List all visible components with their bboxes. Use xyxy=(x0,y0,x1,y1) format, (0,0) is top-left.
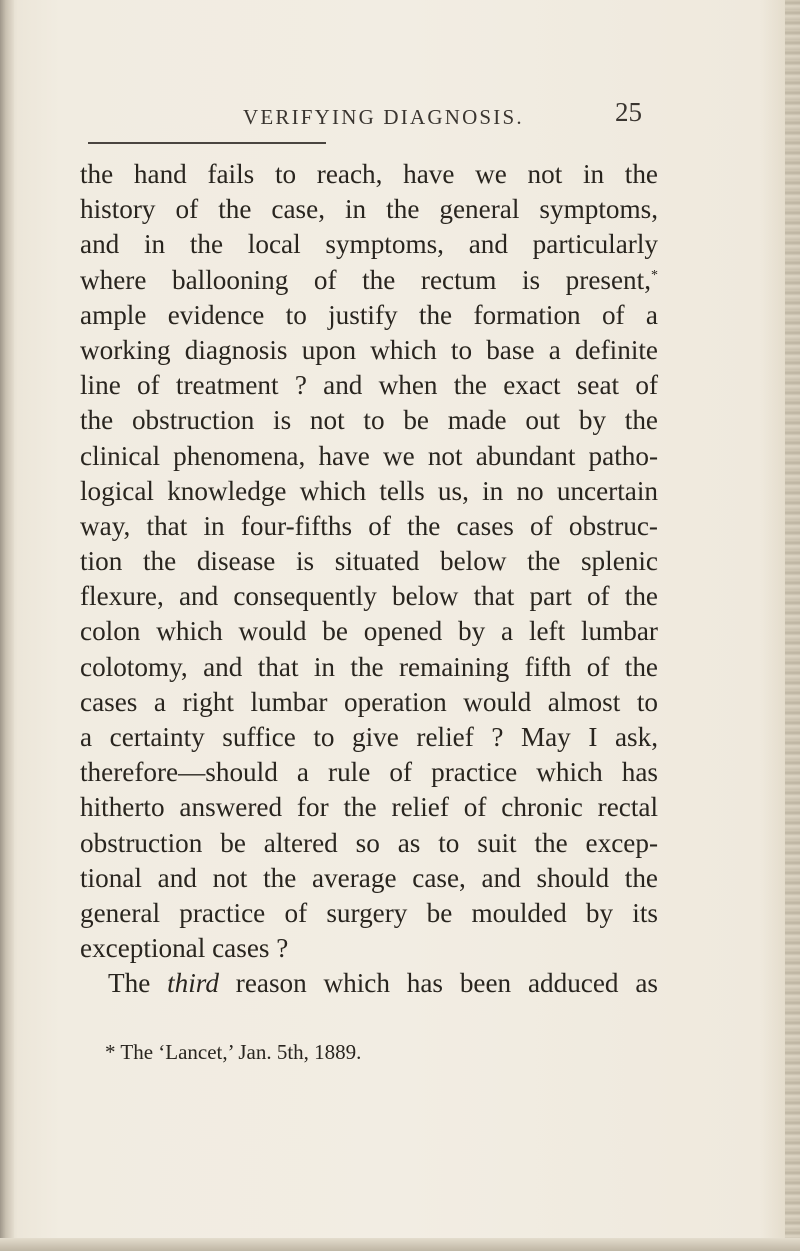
text-line-2: history of the case, in the general symptoms, xyxy=(80,194,658,225)
text-line-15: colotomy, and that in the remaining fifth of the xyxy=(80,651,658,682)
page-number: 25 xyxy=(615,97,642,127)
header-rule xyxy=(88,142,326,144)
text-line-3: and in the local symptoms, and particularly xyxy=(80,229,658,260)
footnote-marker: * xyxy=(105,1040,116,1064)
page-bottom-edge xyxy=(0,1238,800,1251)
page-fore-edge xyxy=(785,0,800,1251)
footnote xyxy=(105,1040,361,1065)
page-gutter-shadow xyxy=(0,0,14,1251)
body-text xyxy=(80,157,658,1002)
text-line-24 xyxy=(80,966,658,1001)
text-line-9: clinical phenomena, have we not abundant patho- xyxy=(80,440,658,471)
text-line-10: logical knowledge which tells us, in no uncertain xyxy=(80,475,658,506)
text-line-21: tional and not the average case, and should the xyxy=(80,862,658,893)
text-line-20: obstruction be altered so as to suit the excep- xyxy=(80,827,658,858)
text-line-4 xyxy=(80,263,658,298)
text-line-17: a certainty suffice to give relief ? May I ask, xyxy=(80,722,658,752)
text-line-13: flexure, and consequently below that part of the xyxy=(80,581,658,612)
text-line-24-start: The xyxy=(108,968,168,999)
text-line-4-content: where ballooning of the rectum is present, xyxy=(80,264,651,295)
text-line-12: tion the disease is situated below the splenic xyxy=(80,546,658,577)
page-header xyxy=(0,87,800,127)
text-line-16: cases a right lumbar operation would almost to xyxy=(80,686,658,717)
text-line-14: colon which would be opened by a left lumbar xyxy=(80,616,658,647)
text-line-22: general practice of surgery be moulded by its xyxy=(80,897,658,928)
italic-word-third: third xyxy=(167,968,219,999)
text-line-6: working diagnosis upon which to base a definite xyxy=(80,334,658,365)
text-line-5: ample evidence to justify the formation of a xyxy=(80,299,658,330)
footnote-reference-mark: * xyxy=(651,267,658,283)
text-line-8: the obstruction is not to be made out by the xyxy=(80,405,658,436)
text-line-19: hitherto answered for the relief of chronic rectal xyxy=(80,792,658,823)
footnote-text: The ‘Lancet,’ Jan. 5th, 1889. xyxy=(120,1040,362,1064)
text-line-1: the hand fails to reach, have we not in the xyxy=(80,159,658,189)
text-line-18: therefore—should a rule of practice which has xyxy=(80,757,658,788)
text-line-23: exceptional cases ? xyxy=(80,933,289,964)
running-head: VERIFYING DIAGNOSIS. xyxy=(243,105,524,129)
text-line-11: way, that in four-fifths of the cases of obstruc- xyxy=(80,510,658,541)
text-line-7: line of treatment ? and when the exact seat of xyxy=(80,370,658,401)
text-line-24-end: reason which has been adduced as xyxy=(218,968,658,999)
